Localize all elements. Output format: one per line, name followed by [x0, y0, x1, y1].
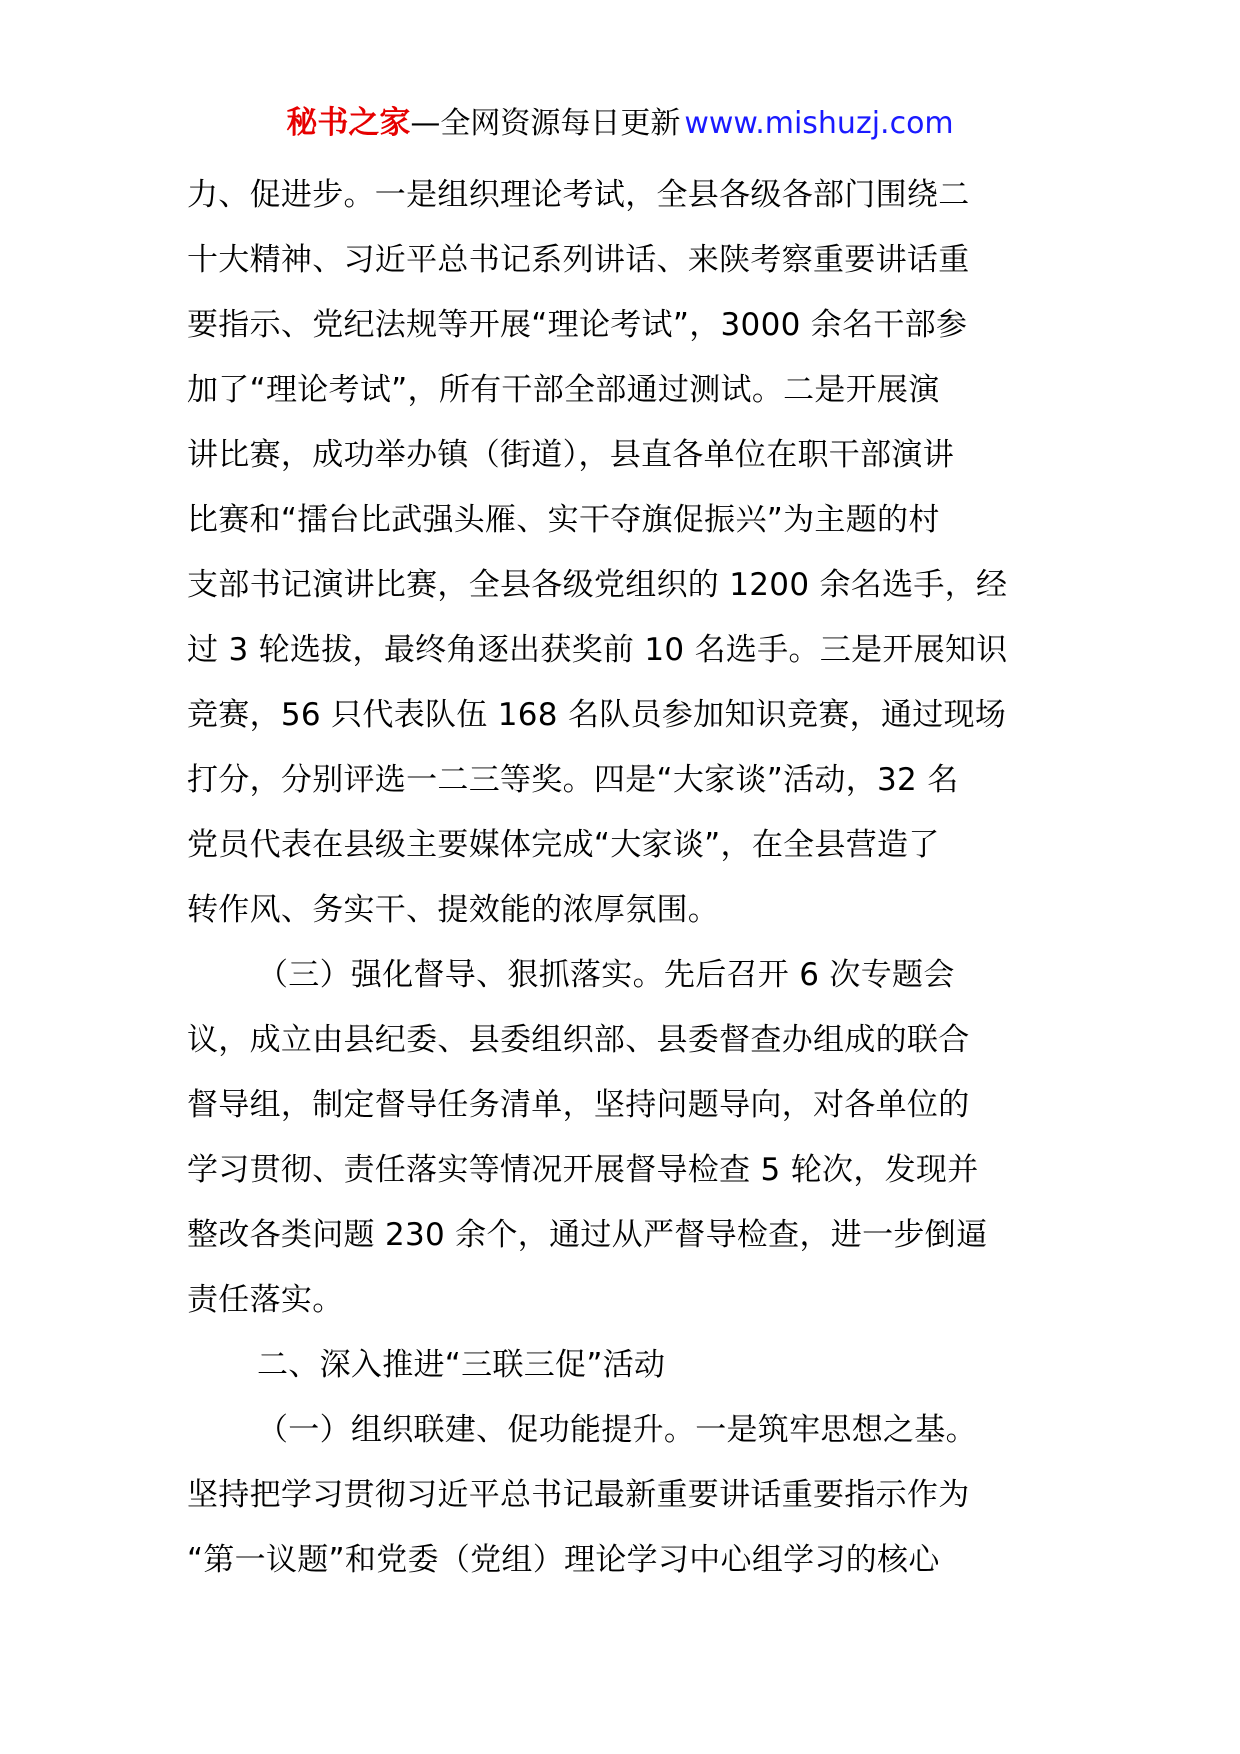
- text-line: 过 3 轮选拔，最终角逐出获奖前 10 名选手。三是开展知识: [187, 632, 1008, 668]
- text-line: 讲比赛，成功举办镇（街道），县直各单位在职干部演讲: [187, 437, 954, 473]
- text-line: 党员代表在县级主要媒体完成“大家谈”，在全县营造了: [187, 827, 940, 863]
- text-line: 支部书记演讲比赛，全县各级党组织的 1200 余名选手，经: [187, 567, 1008, 603]
- text-line: 整改各类问题 230 余个，通过从严督导检查，进一步倒逼: [187, 1217, 988, 1253]
- paragraph-start-line: （三）强化督导、狠抓落实。先后召开 6 次专题会: [257, 957, 955, 993]
- brand-name: 秘书之家: [286, 105, 411, 141]
- text-line: 比赛和“擂台比武强头雁、实干夺旗促振兴”为主题的村: [187, 502, 940, 538]
- text-line: 要指示、党纪法规等开展“理论考试”，3000 余名干部参: [187, 307, 968, 343]
- document-body: [187, 163, 1055, 1593]
- section-heading: 二、深入推进“三联三促”活动: [257, 1347, 666, 1383]
- text-line: 十大精神、习近平总书记系列讲话、来陕考察重要讲话重: [187, 242, 970, 278]
- text-line: 加了“理论考试”，所有干部全部通过测试。二是开展演: [187, 372, 940, 408]
- text-line: 责任落实。: [187, 1282, 344, 1318]
- text-line: 坚持把学习贯彻习近平总书记最新重要讲话重要指示作为: [187, 1477, 970, 1513]
- paragraph-start-line: （一）组织联建、促功能提升。一是筑牢思想之基。: [257, 1412, 977, 1448]
- text-line: “第一议题”和党委（党组）理论学习中心组学习的核心: [187, 1542, 940, 1578]
- website-link[interactable]: www.mishuzj.com: [684, 106, 954, 141]
- text-line: 力、促进步。一是组织理论考试，全县各级各部门围绕二: [187, 177, 970, 213]
- header-tagline: —全网资源每日更新: [410, 106, 681, 141]
- page-header: [0, 100, 1240, 147]
- text-line: 打分，分别评选一二三等奖。四是“大家谈”活动，32 名: [187, 762, 959, 798]
- text-line: 议，成立由县纪委、县委组织部、县委督查办组成的联合: [187, 1022, 970, 1058]
- text-line: 转作风、务实干、提效能的浓厚氛围。: [187, 892, 720, 928]
- text-line: 督导组，制定督导任务清单，坚持问题导向，对各单位的: [187, 1087, 970, 1123]
- text-line: 竞赛，56 只代表队伍 168 名队员参加知识竞赛，通过现场: [187, 697, 1007, 733]
- text-line: 学习贯彻、责任落实等情况开展督导检查 5 轮次，发现并: [187, 1152, 979, 1188]
